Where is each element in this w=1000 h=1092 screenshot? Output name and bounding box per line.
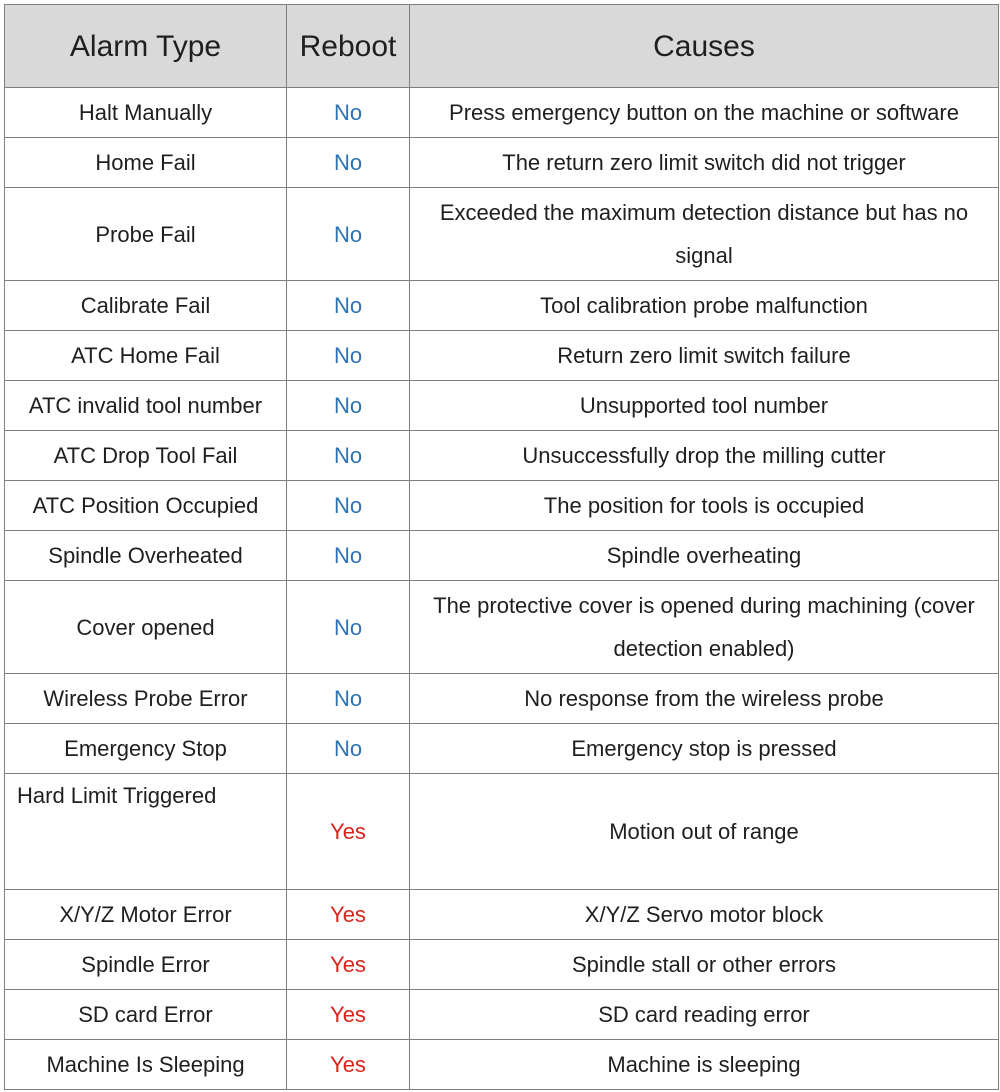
reboot-cell: No — [287, 188, 410, 281]
alarm-type-cell: Probe Fail — [5, 188, 287, 281]
cause-cell: Unsupported tool number — [410, 381, 999, 431]
cause-cell: Press emergency button on the machine or software — [410, 88, 999, 138]
cause-cell: Return zero limit switch failure — [410, 331, 999, 381]
table-row — [5, 331, 999, 381]
header-reboot: Reboot — [287, 5, 410, 88]
table-row — [5, 431, 999, 481]
table-row — [5, 381, 999, 431]
alarm-type-cell: Spindle Error — [5, 940, 287, 990]
reboot-cell: Yes — [287, 1040, 410, 1090]
reboot-cell: Yes — [287, 990, 410, 1040]
cause-cell: Emergency stop is pressed — [410, 724, 999, 774]
alarm-type-cell: Home Fail — [5, 138, 287, 188]
reboot-cell: No — [287, 281, 410, 331]
table-body — [5, 88, 999, 1090]
reboot-cell: No — [287, 724, 410, 774]
reboot-cell: No — [287, 331, 410, 381]
alarm-type-cell: ATC Position Occupied — [5, 481, 287, 531]
table-row — [5, 138, 999, 188]
table-row — [5, 88, 999, 138]
table-row — [5, 1040, 999, 1090]
table-row — [5, 774, 999, 890]
reboot-cell: No — [287, 431, 410, 481]
reboot-cell: Yes — [287, 940, 410, 990]
alarm-type-cell: Spindle Overheated — [5, 531, 287, 581]
cause-cell: Exceeded the maximum detection distance but has no signal — [410, 188, 999, 281]
table-row — [5, 531, 999, 581]
alarm-type-cell: Emergency Stop — [5, 724, 287, 774]
reboot-cell: No — [287, 138, 410, 188]
cause-cell: Spindle stall or other errors — [410, 940, 999, 990]
table-row — [5, 724, 999, 774]
cause-cell: Tool calibration probe malfunction — [410, 281, 999, 331]
alarm-table — [4, 4, 999, 1090]
cause-cell: SD card reading error — [410, 990, 999, 1040]
header-alarm-type: Alarm Type — [5, 5, 287, 88]
table-row — [5, 890, 999, 940]
cause-cell: The protective cover is opened during machining (cover detection enabled) — [410, 581, 999, 674]
cause-cell: Unsuccessfully drop the milling cutter — [410, 431, 999, 481]
reboot-cell: No — [287, 481, 410, 531]
alarm-type-cell: Calibrate Fail — [5, 281, 287, 331]
reboot-cell: No — [287, 88, 410, 138]
alarm-type-cell: Cover opened — [5, 581, 287, 674]
cause-cell: Motion out of range — [410, 774, 999, 890]
reboot-cell: No — [287, 381, 410, 431]
alarm-type-cell: X/Y/Z Motor Error — [5, 890, 287, 940]
alarm-type-cell: SD card Error — [5, 990, 287, 1040]
table-row — [5, 481, 999, 531]
alarm-type-cell: Halt Manually — [5, 88, 287, 138]
alarm-type-cell: ATC invalid tool number — [5, 381, 287, 431]
table-row — [5, 281, 999, 331]
reboot-cell: No — [287, 531, 410, 581]
cause-cell: No response from the wireless probe — [410, 674, 999, 724]
table-row — [5, 674, 999, 724]
table-row — [5, 581, 999, 674]
header-causes: Causes — [410, 5, 999, 88]
reboot-cell: Yes — [287, 890, 410, 940]
alarm-type-cell: ATC Drop Tool Fail — [5, 431, 287, 481]
cause-cell: Spindle overheating — [410, 531, 999, 581]
cause-cell: The position for tools is occupied — [410, 481, 999, 531]
alarm-type-cell: Hard Limit Triggered — [5, 774, 287, 890]
cause-cell: X/Y/Z Servo motor block — [410, 890, 999, 940]
table-row — [5, 990, 999, 1040]
cause-cell: The return zero limit switch did not trigger — [410, 138, 999, 188]
alarm-type-cell: ATC Home Fail — [5, 331, 287, 381]
reboot-cell: Yes — [287, 774, 410, 890]
table-row — [5, 188, 999, 281]
header-row — [5, 5, 999, 88]
alarm-type-cell: Wireless Probe Error — [5, 674, 287, 724]
reboot-cell: No — [287, 674, 410, 724]
cause-cell: Machine is sleeping — [410, 1040, 999, 1090]
alarm-type-cell: Machine Is Sleeping — [5, 1040, 287, 1090]
reboot-cell: No — [287, 581, 410, 674]
table-row — [5, 940, 999, 990]
